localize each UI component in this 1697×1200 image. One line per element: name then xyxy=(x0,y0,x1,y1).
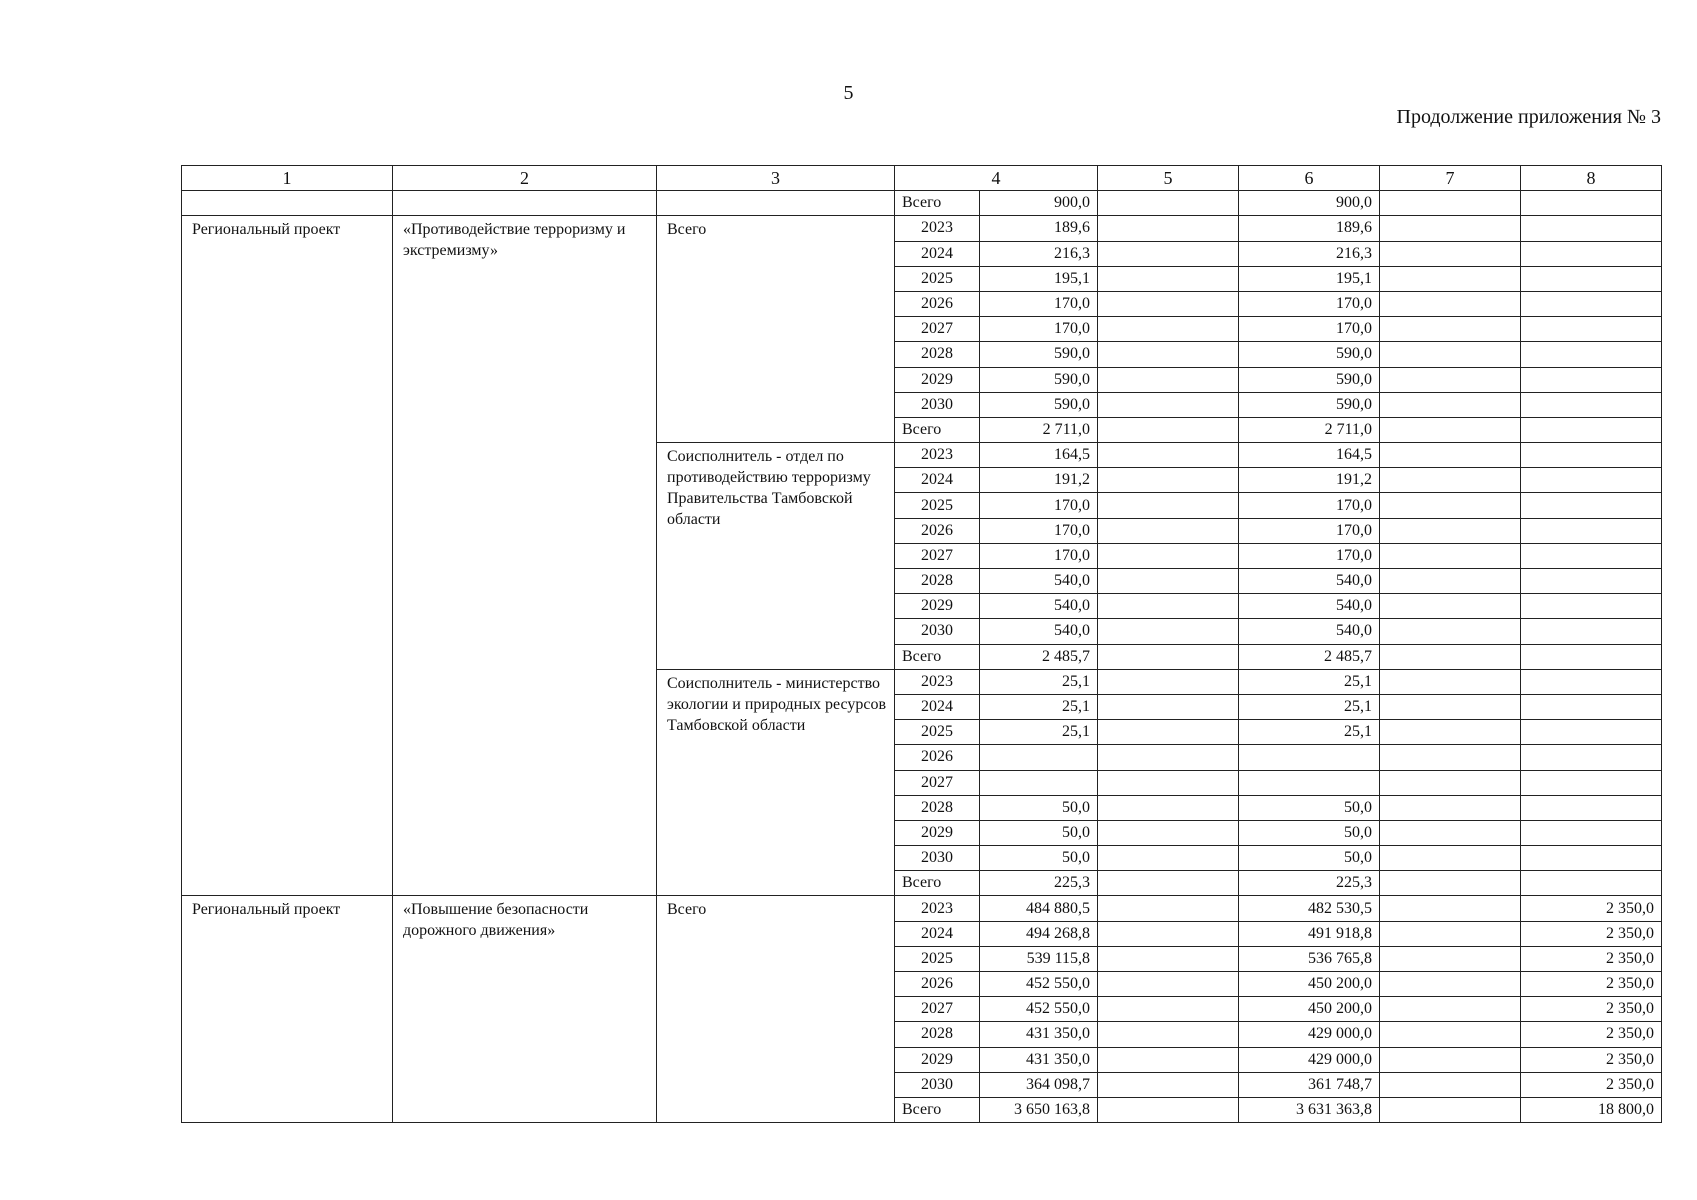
value-col-4: 484 880,5 xyxy=(980,896,1098,921)
year-cell: 2025 xyxy=(895,493,980,518)
value-col-8 xyxy=(1521,468,1662,493)
value-col-5 xyxy=(1098,291,1239,316)
value-col-8: 2 350,0 xyxy=(1521,997,1662,1022)
value-col-7 xyxy=(1380,795,1521,820)
value-col-7 xyxy=(1380,1047,1521,1072)
year-cell: 2028 xyxy=(895,1022,980,1047)
value-col-7 xyxy=(1380,997,1521,1022)
value-col-8 xyxy=(1521,745,1662,770)
year-cell: Всего xyxy=(895,644,980,669)
value-col-5 xyxy=(1098,921,1239,946)
value-col-8: 2 350,0 xyxy=(1521,1022,1662,1047)
year-cell: 2030 xyxy=(895,619,980,644)
value-col-4: 170,0 xyxy=(980,543,1098,568)
year-cell: Всего xyxy=(895,871,980,896)
value-col-6: 170,0 xyxy=(1239,518,1380,543)
value-col-6: 25,1 xyxy=(1239,720,1380,745)
year-cell: 2026 xyxy=(895,518,980,543)
value-col-4: 225,3 xyxy=(980,871,1098,896)
value-col-4: 3 650 163,8 xyxy=(980,1097,1098,1122)
value-col-6: 216,3 xyxy=(1239,241,1380,266)
value-col-4: 164,5 xyxy=(980,443,1098,468)
value-col-5 xyxy=(1098,997,1239,1022)
value-col-5 xyxy=(1098,1047,1239,1072)
project-type-cell: Региональный проект xyxy=(182,896,393,1123)
value-col-4: 431 350,0 xyxy=(980,1047,1098,1072)
value-col-7 xyxy=(1380,392,1521,417)
value-col-7 xyxy=(1380,342,1521,367)
value-col-7 xyxy=(1380,443,1521,468)
value-col-8 xyxy=(1521,493,1662,518)
value-col-8 xyxy=(1521,443,1662,468)
value-col-8: 2 350,0 xyxy=(1521,972,1662,997)
value-col-5 xyxy=(1098,820,1239,845)
value-col-4: 452 550,0 xyxy=(980,997,1098,1022)
value-col-4: 50,0 xyxy=(980,846,1098,871)
value-col-8: 18 800,0 xyxy=(1521,1097,1662,1122)
value-col-6: 361 748,7 xyxy=(1239,1072,1380,1097)
year-cell: 2027 xyxy=(895,997,980,1022)
value-col-5 xyxy=(1098,543,1239,568)
year-cell: 2025 xyxy=(895,720,980,745)
year-cell: 2023 xyxy=(895,443,980,468)
value-col-7 xyxy=(1380,569,1521,594)
value-col-8 xyxy=(1521,644,1662,669)
value-col-6: 25,1 xyxy=(1239,694,1380,719)
value-col-5 xyxy=(1098,1072,1239,1097)
value-col-6: 170,0 xyxy=(1239,317,1380,342)
value-col-7 xyxy=(1380,1072,1521,1097)
value-col-6: 170,0 xyxy=(1239,493,1380,518)
value-col-5 xyxy=(1098,493,1239,518)
value-col-7 xyxy=(1380,367,1521,392)
year-cell: 2027 xyxy=(895,317,980,342)
value-col-5 xyxy=(1098,317,1239,342)
value-col-6: 590,0 xyxy=(1239,367,1380,392)
value-col-8 xyxy=(1521,291,1662,316)
value-col-7 xyxy=(1380,317,1521,342)
table-body xyxy=(182,166,1662,1123)
value-col-8 xyxy=(1521,594,1662,619)
value-col-5 xyxy=(1098,720,1239,745)
value-col-6 xyxy=(1239,770,1380,795)
value-col-5 xyxy=(1098,216,1239,241)
value-col-5 xyxy=(1098,594,1239,619)
value-col-4: 540,0 xyxy=(980,594,1098,619)
value-col-4: 216,3 xyxy=(980,241,1098,266)
empty-cell xyxy=(182,191,393,216)
value-col-8 xyxy=(1521,216,1662,241)
value-col-4: 170,0 xyxy=(980,518,1098,543)
year-cell: 2026 xyxy=(895,972,980,997)
year-cell: 2025 xyxy=(895,266,980,291)
value-col-8 xyxy=(1521,518,1662,543)
year-cell: 2024 xyxy=(895,694,980,719)
budget-table xyxy=(181,165,1662,1123)
value-col-7 xyxy=(1380,1022,1521,1047)
value-col-6: 50,0 xyxy=(1239,795,1380,820)
value-col-7 xyxy=(1380,720,1521,745)
value-col-8 xyxy=(1521,846,1662,871)
value-col-8 xyxy=(1521,694,1662,719)
value-col-8 xyxy=(1521,191,1662,216)
year-cell: 2029 xyxy=(895,367,980,392)
value-col-4: 195,1 xyxy=(980,266,1098,291)
empty-cell xyxy=(657,191,895,216)
value-col-5 xyxy=(1098,266,1239,291)
value-col-5 xyxy=(1098,569,1239,594)
year-cell: 2026 xyxy=(895,745,980,770)
value-col-8 xyxy=(1521,669,1662,694)
value-col-8: 2 350,0 xyxy=(1521,921,1662,946)
value-col-8 xyxy=(1521,871,1662,896)
value-col-4: 2 711,0 xyxy=(980,417,1098,442)
value-col-8 xyxy=(1521,795,1662,820)
value-col-7 xyxy=(1380,594,1521,619)
value-col-5 xyxy=(1098,619,1239,644)
value-col-7 xyxy=(1380,745,1521,770)
value-col-5 xyxy=(1098,443,1239,468)
value-col-5 xyxy=(1098,1097,1239,1122)
value-col-7 xyxy=(1380,216,1521,241)
header-col-7: 7 xyxy=(1380,166,1521,191)
year-cell: 2023 xyxy=(895,216,980,241)
year-cell: 2030 xyxy=(895,846,980,871)
value-col-5 xyxy=(1098,770,1239,795)
value-col-8: 2 350,0 xyxy=(1521,896,1662,921)
executor-cell: Соисполнитель - министерство экологии и природных ресурсов Тамбовской области xyxy=(657,669,895,896)
year-cell: Всего xyxy=(895,191,980,216)
year-cell: 2027 xyxy=(895,543,980,568)
value-col-4: 25,1 xyxy=(980,720,1098,745)
value-col-7 xyxy=(1380,468,1521,493)
value-col-7 xyxy=(1380,241,1521,266)
value-col-4: 25,1 xyxy=(980,694,1098,719)
value-col-4: 170,0 xyxy=(980,317,1098,342)
year-cell: 2030 xyxy=(895,1072,980,1097)
value-col-7 xyxy=(1380,191,1521,216)
header-col-1: 1 xyxy=(182,166,393,191)
value-col-5 xyxy=(1098,795,1239,820)
value-col-6: 170,0 xyxy=(1239,543,1380,568)
value-col-4: 191,2 xyxy=(980,468,1098,493)
value-col-6: 590,0 xyxy=(1239,342,1380,367)
value-col-7 xyxy=(1380,770,1521,795)
value-col-7 xyxy=(1380,417,1521,442)
value-col-4: 170,0 xyxy=(980,291,1098,316)
value-col-4: 2 485,7 xyxy=(980,644,1098,669)
value-col-6: 540,0 xyxy=(1239,619,1380,644)
empty-cell xyxy=(393,191,657,216)
value-col-6: 540,0 xyxy=(1239,594,1380,619)
value-col-4: 590,0 xyxy=(980,367,1098,392)
value-col-5 xyxy=(1098,896,1239,921)
value-col-8: 2 350,0 xyxy=(1521,946,1662,971)
header-col-5: 5 xyxy=(1098,166,1239,191)
value-col-6: 429 000,0 xyxy=(1239,1022,1380,1047)
value-col-4 xyxy=(980,770,1098,795)
value-col-5 xyxy=(1098,694,1239,719)
value-col-4: 189,6 xyxy=(980,216,1098,241)
value-col-6: 50,0 xyxy=(1239,820,1380,845)
year-cell: 2028 xyxy=(895,569,980,594)
value-col-4: 590,0 xyxy=(980,342,1098,367)
value-col-5 xyxy=(1098,946,1239,971)
value-col-7 xyxy=(1380,543,1521,568)
year-cell: 2029 xyxy=(895,594,980,619)
value-col-5 xyxy=(1098,518,1239,543)
year-cell: 2028 xyxy=(895,342,980,367)
value-col-6: 450 200,0 xyxy=(1239,972,1380,997)
year-cell: 2025 xyxy=(895,946,980,971)
value-col-5 xyxy=(1098,846,1239,871)
value-col-6: 2 711,0 xyxy=(1239,417,1380,442)
carry-row xyxy=(182,191,1662,216)
year-cell: 2024 xyxy=(895,921,980,946)
value-col-6: 170,0 xyxy=(1239,291,1380,316)
value-col-4: 170,0 xyxy=(980,493,1098,518)
value-col-6: 191,2 xyxy=(1239,468,1380,493)
value-col-4: 540,0 xyxy=(980,619,1098,644)
header-row xyxy=(182,166,1662,191)
value-col-8 xyxy=(1521,367,1662,392)
value-col-5 xyxy=(1098,972,1239,997)
value-col-6 xyxy=(1239,745,1380,770)
value-col-5 xyxy=(1098,342,1239,367)
header-col-6: 6 xyxy=(1239,166,1380,191)
value-col-4: 364 098,7 xyxy=(980,1072,1098,1097)
value-col-8 xyxy=(1521,770,1662,795)
header-col-2: 2 xyxy=(393,166,657,191)
value-col-6: 195,1 xyxy=(1239,266,1380,291)
value-col-7 xyxy=(1380,266,1521,291)
year-cell: 2024 xyxy=(895,468,980,493)
year-cell: 2023 xyxy=(895,669,980,694)
value-col-5 xyxy=(1098,1022,1239,1047)
value-col-8 xyxy=(1521,619,1662,644)
year-cell: 2030 xyxy=(895,392,980,417)
header-col-3: 3 xyxy=(657,166,895,191)
value-col-7 xyxy=(1380,493,1521,518)
value-col-4: 25,1 xyxy=(980,669,1098,694)
table-row xyxy=(182,216,1662,241)
value-col-8 xyxy=(1521,241,1662,266)
year-cell: 2027 xyxy=(895,770,980,795)
value-col-5 xyxy=(1098,669,1239,694)
value-col-4: 452 550,0 xyxy=(980,972,1098,997)
page-number: 5 xyxy=(843,82,854,104)
value-col-7 xyxy=(1380,694,1521,719)
project-name-cell: «Повышение безопасности дорожного движения» xyxy=(393,896,657,1123)
value-col-7 xyxy=(1380,669,1521,694)
value-col-4: 539 115,8 xyxy=(980,946,1098,971)
value-col-5 xyxy=(1098,392,1239,417)
value-col-8 xyxy=(1521,392,1662,417)
value-col-8 xyxy=(1521,720,1662,745)
table-row xyxy=(182,896,1662,921)
year-cell: 2023 xyxy=(895,896,980,921)
value-col-8: 2 350,0 xyxy=(1521,1047,1662,1072)
value-col-6: 536 765,8 xyxy=(1239,946,1380,971)
value-col-5 xyxy=(1098,468,1239,493)
value-col-4: 431 350,0 xyxy=(980,1022,1098,1047)
year-cell: Всего xyxy=(895,1097,980,1122)
value-col-5 xyxy=(1098,417,1239,442)
value-col-6: 429 000,0 xyxy=(1239,1047,1380,1072)
value-col-7 xyxy=(1380,644,1521,669)
value-col-6: 2 485,7 xyxy=(1239,644,1380,669)
value-col-8 xyxy=(1521,266,1662,291)
value-col-5 xyxy=(1098,367,1239,392)
value-col-6: 900,0 xyxy=(1239,191,1380,216)
value-col-6: 50,0 xyxy=(1239,846,1380,871)
value-col-8 xyxy=(1521,417,1662,442)
value-col-5 xyxy=(1098,241,1239,266)
header-col-4: 4 xyxy=(895,166,1098,191)
value-col-4: 50,0 xyxy=(980,820,1098,845)
value-col-7 xyxy=(1380,619,1521,644)
value-col-7 xyxy=(1380,518,1521,543)
value-col-6: 450 200,0 xyxy=(1239,997,1380,1022)
header-col-8: 8 xyxy=(1521,166,1662,191)
value-col-8 xyxy=(1521,543,1662,568)
value-col-6: 482 530,5 xyxy=(1239,896,1380,921)
value-col-4: 590,0 xyxy=(980,392,1098,417)
value-col-7 xyxy=(1380,291,1521,316)
year-cell: 2029 xyxy=(895,1047,980,1072)
value-col-7 xyxy=(1380,972,1521,997)
value-col-6: 590,0 xyxy=(1239,392,1380,417)
appendix-caption: Продолжение приложения № 3 xyxy=(1396,106,1661,128)
value-col-4: 900,0 xyxy=(980,191,1098,216)
value-col-6: 225,3 xyxy=(1239,871,1380,896)
year-cell: 2028 xyxy=(895,795,980,820)
value-col-6: 164,5 xyxy=(1239,443,1380,468)
executor-cell: Всего xyxy=(657,896,895,1123)
year-cell: 2024 xyxy=(895,241,980,266)
year-cell: 2029 xyxy=(895,820,980,845)
year-cell: Всего xyxy=(895,417,980,442)
project-type-cell: Региональный проект xyxy=(182,216,393,896)
project-name-cell: «Противодействие терроризму и экстремизму» xyxy=(393,216,657,896)
value-col-4: 50,0 xyxy=(980,795,1098,820)
value-col-7 xyxy=(1380,921,1521,946)
executor-cell: Всего xyxy=(657,216,895,443)
value-col-8 xyxy=(1521,317,1662,342)
value-col-7 xyxy=(1380,820,1521,845)
value-col-7 xyxy=(1380,946,1521,971)
value-col-8: 2 350,0 xyxy=(1521,1072,1662,1097)
value-col-6: 491 918,8 xyxy=(1239,921,1380,946)
year-cell: 2026 xyxy=(895,291,980,316)
value-col-8 xyxy=(1521,342,1662,367)
value-col-7 xyxy=(1380,871,1521,896)
value-col-7 xyxy=(1380,1097,1521,1122)
value-col-5 xyxy=(1098,871,1239,896)
value-col-8 xyxy=(1521,569,1662,594)
value-col-8 xyxy=(1521,820,1662,845)
value-col-5 xyxy=(1098,745,1239,770)
value-col-6: 25,1 xyxy=(1239,669,1380,694)
value-col-6: 3 631 363,8 xyxy=(1239,1097,1380,1122)
value-col-7 xyxy=(1380,896,1521,921)
executor-cell: Соисполнитель - отдел по противодействию терроризму Правительства Тамбовской области xyxy=(657,443,895,670)
value-col-6: 540,0 xyxy=(1239,569,1380,594)
value-col-4: 540,0 xyxy=(980,569,1098,594)
value-col-5 xyxy=(1098,191,1239,216)
value-col-5 xyxy=(1098,644,1239,669)
value-col-4: 494 268,8 xyxy=(980,921,1098,946)
value-col-6: 189,6 xyxy=(1239,216,1380,241)
value-col-7 xyxy=(1380,846,1521,871)
value-col-4 xyxy=(980,745,1098,770)
